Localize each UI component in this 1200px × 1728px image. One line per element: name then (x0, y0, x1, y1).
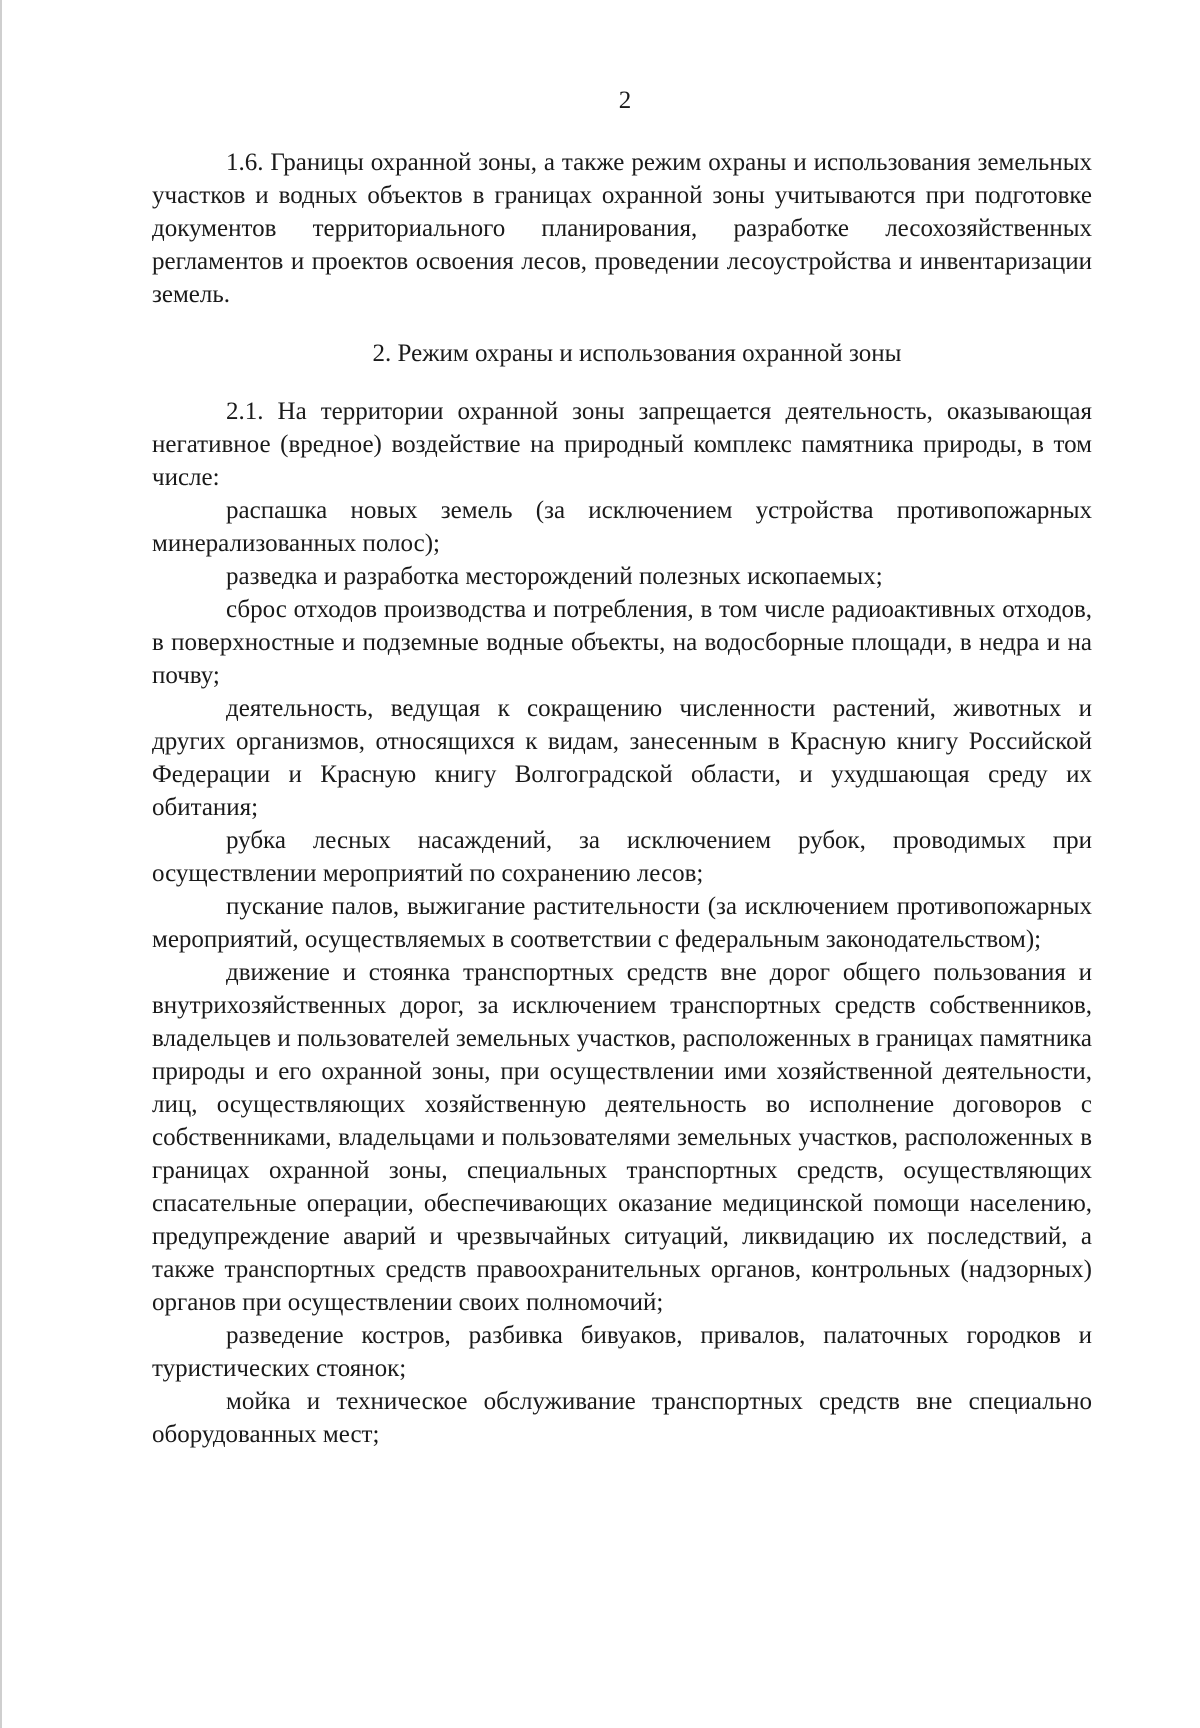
list-item: мойка и техническое обслуживание транспортных средств вне специально оборудованных мест; (152, 1388, 1092, 1448)
document-body (152, 146, 1092, 1451)
page-number: 2 (618, 87, 632, 114)
list-item: пускание палов, выжигание растительности (за исключением противопожарных мероприятий, осуществляемых в соответствии с федеральным законодательством); (152, 893, 1092, 953)
list-item: разведение костров, разбивка бивуаков, привалов, палаточных городков и туристических стоянок; (152, 1322, 1092, 1382)
list-item: разведка и разработка месторождений полезных ископаемых; (226, 563, 883, 590)
list-item: сброс отходов производства и потребления, в том числе радиоактивных отходов, в поверхностные и подземные водные объекты, на водосборные площади, в недра и на почву; (152, 596, 1092, 689)
paragraph-1-6: 1.6. Границы охранной зоны, а также режим охраны и использования земельных участков и водных объектов в границах охранной зоны учитываются при подготовке документов территориального планирования, разработке лесохозяйственных регламентов и проектов освоения лесов, проведении лесоустройства и инвентаризации земель. (152, 149, 1092, 308)
list-item: деятельность, ведущая к сокращению численности растений, животных и других организмов, относящихся к видам, занесенным в Красную книгу Российской Федерации и Красную книгу Волгоградской области, и ухудшающая среду их обитания; (152, 695, 1092, 821)
list-item: рубка лесных насаждений, за исключением рубок, проводимых при осуществлении мероприятий по сохранению лесов; (152, 827, 1092, 887)
list-item: движение и стоянка транспортных средств вне дорог общего пользования и внутрихозяйственных дорог, за исключением транспортных средств собственников, владельцев и пользователей земельных участков, расположенных в границах памятника природы и его охранной зоны, при осуществлении ими хозяйственной деятельности, лиц, осуществляющих хозяйственную деятельность во исполнение договоров с собственниками, владельцами и пользователями земельных участков, расположенных в границах охранной зоны, специальных транспортных средств, осуществляющих спасательные операции, обеспечивающих оказание медицинской помощи населению, предупреждение аварий и чрезвычайных ситуаций, ликвидацию их последствий, а также транспортных средств правоохранительных органов, контрольных (надзорных) органов при осуществлении своих полномочий; (152, 959, 1092, 1316)
scan-edge (0, 0, 2, 1728)
prohibited-activities-list (152, 494, 1092, 1451)
section-heading: 2. Режим охраны и использования охранной зоны (372, 340, 902, 367)
paragraph-2-1: 2.1. На территории охранной зоны запрещается деятельность, оказывающая негативное (вредное) воздействие на природный комплекс памятника природы, в том числе: (152, 398, 1092, 491)
list-item: распашка новых земель (за исключением устройства противопожарных минерализованных полос); (152, 497, 1092, 557)
